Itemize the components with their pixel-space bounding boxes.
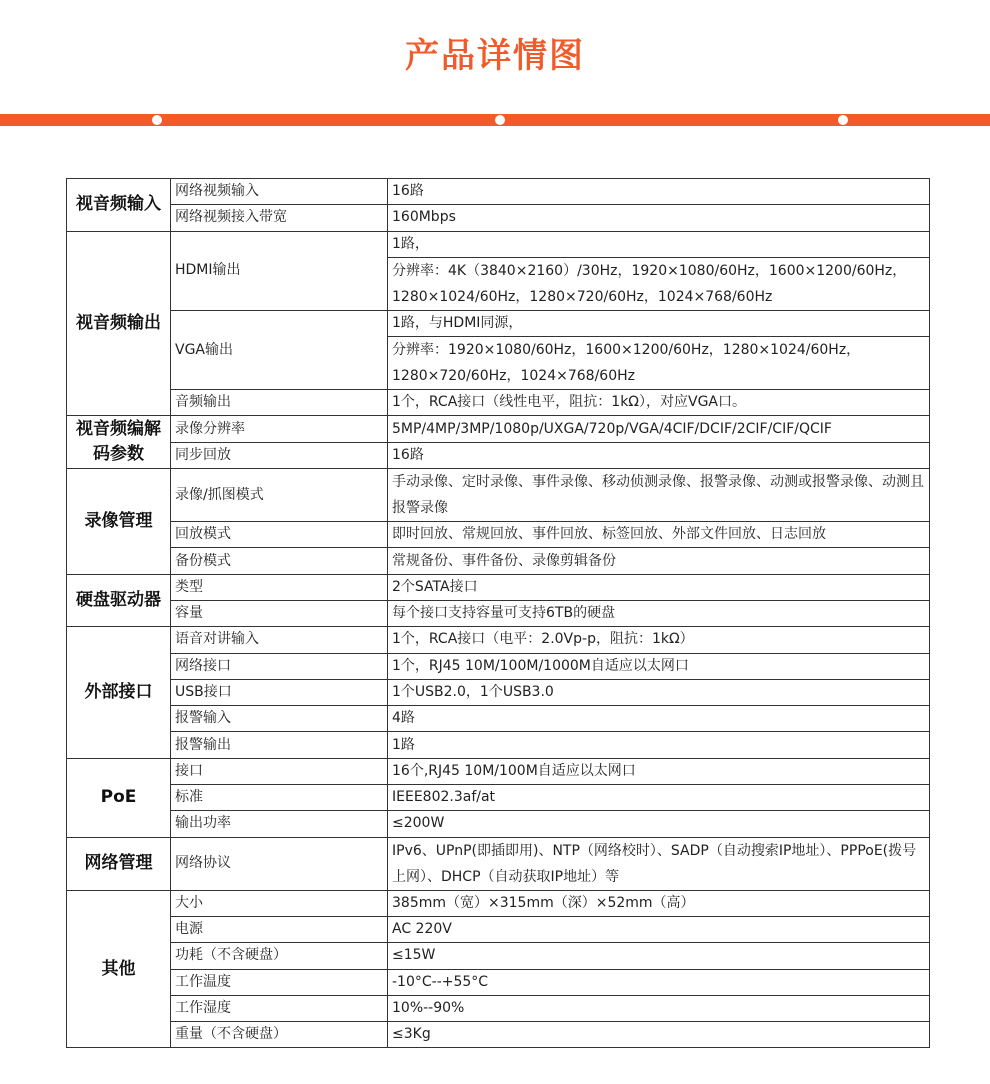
divider-dot — [838, 115, 848, 125]
spec-value: 1个，RJ45 10M/100M/1000M自适应以太网口 — [388, 653, 930, 679]
spec-value: ≤200W — [388, 811, 930, 837]
spec-item: 网络视频接入带宽 — [171, 205, 388, 231]
section-label: 其他 — [67, 890, 171, 1048]
spec-value: IPv6、UPnP(即插即用)、NTP（网络校时）、SADP（自动搜索IP地址）、PPPoE(拨号上网）、DHCP（自动获取IP地址）等 — [388, 837, 930, 890]
spec-value: 手动录像、定时录像、事件录像、移动侦测录像、报警录像、动测或报警录像、动测且报警录像 — [388, 469, 930, 522]
spec-value: 1路 — [388, 732, 930, 758]
spec-value: 分辨率：1920×1080/60Hz，1600×1200/60Hz，1280×1024/60Hz，1280×720/60Hz，1024×768/60Hz — [388, 337, 930, 390]
spec-value: IEEE802.3af/at — [388, 785, 930, 811]
spec-item: 接口 — [171, 758, 388, 784]
spec-value: -10°C--+55°C — [388, 969, 930, 995]
table-row — [67, 969, 930, 995]
spec-item: 类型 — [171, 574, 388, 600]
spec-item: 大小 — [171, 890, 388, 916]
spec-value: AC 220V — [388, 916, 930, 942]
spec-value: 1路， — [388, 231, 930, 257]
table-row — [67, 785, 930, 811]
section-label: 视音频输出 — [67, 231, 171, 416]
table-row — [67, 916, 930, 942]
spec-item: 网络协议 — [171, 837, 388, 890]
spec-item: 重量（不含硬盘） — [171, 1022, 388, 1048]
spec-value: 1个，RCA接口（电平：2.0Vp-p，阻抗：1kΩ） — [388, 627, 930, 653]
table-row — [67, 231, 930, 257]
page-title: 产品详情图 — [405, 36, 585, 76]
spec-value: 分辨率：4K（3840×2160）/30Hz，1920×1080/60Hz，1600×1200/60Hz，1280×1024/60Hz，1280×720/60Hz，1024×768/60Hz — [388, 257, 930, 310]
table-row — [67, 310, 930, 336]
table-row — [67, 995, 930, 1021]
spec-item: 备份模式 — [171, 548, 388, 574]
spec-value: ≤15W — [388, 943, 930, 969]
section-label: 外部接口 — [67, 627, 171, 758]
spec-item: 录像/抓图模式 — [171, 469, 388, 522]
section-label: 硬盘驱动器 — [67, 574, 171, 627]
spec-item: 报警输出 — [171, 732, 388, 758]
table-row — [67, 522, 930, 548]
table-row — [67, 600, 930, 626]
table-row — [67, 732, 930, 758]
spec-item: 回放模式 — [171, 522, 388, 548]
table-row — [67, 390, 930, 416]
spec-value: 1个，RCA接口（线性电平，阻抗：1kΩ），对应VGA口。 — [388, 390, 930, 416]
section-label: 录像管理 — [67, 469, 171, 575]
section-label: 视音频编解码参数 — [67, 416, 171, 469]
table-row — [67, 890, 930, 916]
section-label: PoE — [67, 758, 171, 837]
spec-value: ≤3Kg — [388, 1022, 930, 1048]
spec-value: 385mm（宽）×315mm（深）×52mm（高） — [388, 890, 930, 916]
spec-table — [66, 178, 930, 1048]
table-row — [67, 943, 930, 969]
spec-item: 工作温度 — [171, 969, 388, 995]
spec-item: VGA输出 — [171, 310, 388, 389]
divider-dot — [495, 115, 505, 125]
spec-value: 16路 — [388, 442, 930, 468]
table-row — [67, 179, 930, 205]
spec-item: 电源 — [171, 916, 388, 942]
table-row — [67, 548, 930, 574]
spec-value: 10%--90% — [388, 995, 930, 1021]
table-row — [67, 706, 930, 732]
spec-item: 功耗（不含硬盘） — [171, 943, 388, 969]
spec-item: USB接口 — [171, 679, 388, 705]
spec-item: 输出功率 — [171, 811, 388, 837]
divider-dot — [152, 115, 162, 125]
table-row — [67, 627, 930, 653]
table-row — [67, 653, 930, 679]
spec-value: 常规备份、事件备份、录像剪辑备份 — [388, 548, 930, 574]
spec-value: 即时回放、常规回放、事件回放、标签回放、外部文件回放、日志回放 — [388, 522, 930, 548]
spec-value: 16路 — [388, 179, 930, 205]
spec-value: 每个接口支持容量可支持6TB的硬盘 — [388, 600, 930, 626]
spec-item: 报警输入 — [171, 706, 388, 732]
section-label: 视音频输入 — [67, 179, 171, 232]
spec-value: 16个,RJ45 10M/100M自适应以太网口 — [388, 758, 930, 784]
table-row — [67, 574, 930, 600]
table-row — [67, 205, 930, 231]
spec-item: 录像分辨率 — [171, 416, 388, 442]
section-label: 网络管理 — [67, 837, 171, 890]
table-row — [67, 679, 930, 705]
spec-item: 同步回放 — [171, 442, 388, 468]
spec-value: 4路 — [388, 706, 930, 732]
spec-item: 工作湿度 — [171, 995, 388, 1021]
table-row — [67, 811, 930, 837]
spec-item: 容量 — [171, 600, 388, 626]
spec-item: HDMI输出 — [171, 231, 388, 310]
spec-item: 网络视频输入 — [171, 179, 388, 205]
spec-item: 标准 — [171, 785, 388, 811]
spec-item: 语音对讲输入 — [171, 627, 388, 653]
spec-item: 音频输出 — [171, 390, 388, 416]
spec-value: 2个SATA接口 — [388, 574, 930, 600]
spec-value: 1个USB2.0，1个USB3.0 — [388, 679, 930, 705]
table-row — [67, 758, 930, 784]
table-row — [67, 442, 930, 468]
spec-value: 160Mbps — [388, 205, 930, 231]
spec-value: 1路，与HDMI同源， — [388, 310, 930, 336]
spec-item: 网络接口 — [171, 653, 388, 679]
table-row — [67, 1022, 930, 1048]
table-row — [67, 416, 930, 442]
spec-value: 5MP/4MP/3MP/1080p/UXGA/720p/VGA/4CIF/DCIF/2CIF/CIF/QCIF — [388, 416, 930, 442]
